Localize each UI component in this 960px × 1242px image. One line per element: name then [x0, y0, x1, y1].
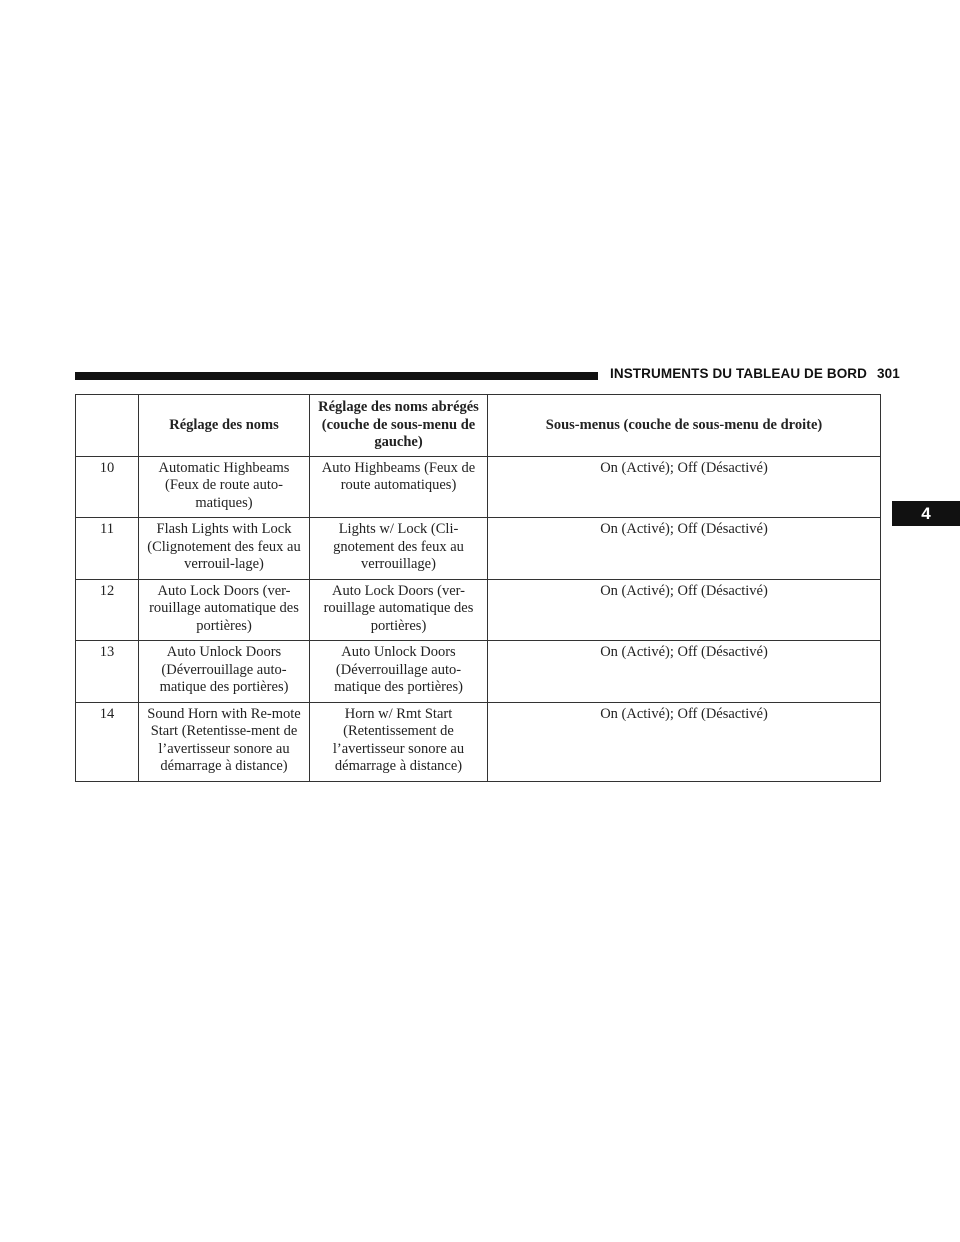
header-abbreviated-name: Réglage des noms abrégés (couche de sous-menu de gauche)	[310, 395, 488, 457]
table-row	[76, 641, 881, 703]
row-setting-name: Auto Unlock Doors (Déverrouillage auto-matique des portières)	[139, 641, 310, 703]
row-number: 12	[76, 579, 139, 641]
row-number: 10	[76, 456, 139, 518]
header-submenus: Sous-menus (couche de sous-menu de droite)	[488, 395, 881, 457]
row-setting-name: Flash Lights with Lock (Clignotement des feux au verrouil-lage)	[139, 518, 310, 580]
row-abbreviated-name: Lights w/ Lock (Cli-gnotement des feux au verrouillage)	[310, 518, 488, 580]
row-abbreviated-name: Horn w/ Rmt Start (Retentissement de l’avertisseur sonore au démarrage à distance)	[310, 702, 488, 781]
table-row	[76, 518, 881, 580]
row-abbreviated-name: Auto Unlock Doors (Déverrouillage auto-matique des portières)	[310, 641, 488, 703]
table-row	[76, 702, 881, 781]
row-submenu: On (Activé); Off (Désactivé)	[488, 702, 881, 781]
row-abbreviated-name: Auto Lock Doors (ver-rouillage automatique des portières)	[310, 579, 488, 641]
row-submenu: On (Activé); Off (Désactivé)	[488, 518, 881, 580]
row-setting-name: Auto Lock Doors (ver-rouillage automatique des portières)	[139, 579, 310, 641]
row-submenu: On (Activé); Off (Désactivé)	[488, 641, 881, 703]
table-header-row	[76, 395, 881, 457]
page-number: 301	[877, 366, 900, 381]
running-header	[610, 366, 900, 381]
row-number: 14	[76, 702, 139, 781]
header-rule	[75, 372, 598, 380]
chapter-tab: 4	[892, 501, 960, 526]
header-setting-name: Réglage des noms	[139, 395, 310, 457]
settings-table	[75, 394, 881, 782]
table-row	[76, 579, 881, 641]
row-setting-name: Sound Horn with Re-mote Start (Retentisse-ment de l’avertisseur sonore au démarrage à distance)	[139, 702, 310, 781]
row-abbreviated-name: Auto Highbeams (Feux de route automatiques)	[310, 456, 488, 518]
row-submenu: On (Activé); Off (Désactivé)	[488, 579, 881, 641]
row-number: 13	[76, 641, 139, 703]
row-submenu: On (Activé); Off (Désactivé)	[488, 456, 881, 518]
header-number	[76, 395, 139, 457]
table-row	[76, 456, 881, 518]
row-number: 11	[76, 518, 139, 580]
row-setting-name: Automatic Highbeams (Feux de route auto-matiques)	[139, 456, 310, 518]
section-title: INSTRUMENTS DU TABLEAU DE BORD	[610, 366, 867, 381]
